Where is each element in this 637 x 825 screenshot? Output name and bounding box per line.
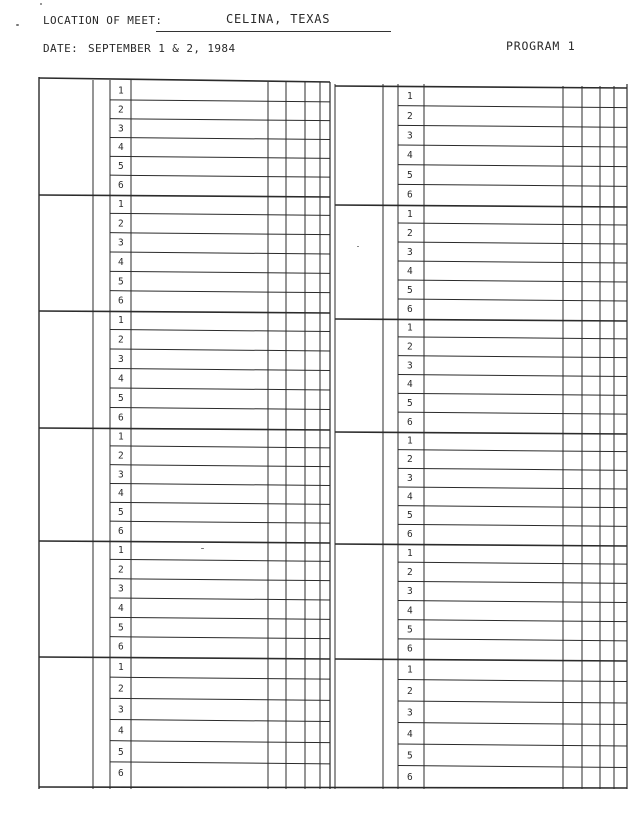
lane-row-line: [110, 598, 330, 600]
lane-row-line: [110, 156, 330, 158]
lane-number: 6: [407, 528, 413, 540]
lane-number: 4: [407, 265, 413, 277]
lane-row-line: [398, 106, 627, 108]
lane-row-line: [110, 119, 330, 121]
lane-number: 1: [118, 544, 124, 556]
scan-speck: [357, 246, 359, 247]
lane-row-line: [398, 184, 627, 186]
lane-row-line: [110, 369, 330, 371]
lane-number: 6: [407, 771, 413, 783]
lane-number: 5: [118, 276, 124, 288]
lane-number: 3: [118, 583, 124, 595]
lane-number: 3: [407, 472, 413, 484]
date-value: SEPTEMBER 1 & 2, 1984: [88, 42, 236, 55]
lane-row-line: [110, 233, 330, 235]
lane-number: 5: [407, 750, 413, 762]
lane-number: 4: [118, 488, 124, 500]
scan-speck: [16, 24, 19, 26]
lane-row-line: [110, 213, 330, 215]
lane-row-line: [110, 100, 330, 102]
lane-row-line: [398, 744, 627, 746]
event-block-separator: [335, 205, 627, 207]
lane-number: 5: [118, 622, 124, 634]
lane-number: 3: [118, 354, 124, 366]
lane-row-line: [398, 524, 627, 526]
scan-speck: [40, 3, 42, 5]
lane-number: 2: [118, 564, 124, 576]
lane-row-line: [398, 601, 627, 603]
lane-number: 2: [118, 218, 124, 230]
lane-number: 3: [118, 237, 124, 249]
lane-row-line: [398, 412, 627, 414]
lane-row-line: [110, 252, 330, 254]
lane-number: 1: [118, 198, 124, 210]
lane-row-line: [110, 502, 330, 504]
lane-row-line: [110, 349, 330, 351]
lane-number: 4: [407, 150, 413, 162]
lane-row-line: [398, 723, 627, 725]
location-label: LOCATION OF MEET:: [43, 14, 163, 27]
lane-row-line: [110, 465, 330, 467]
event-block-separator: [335, 432, 627, 434]
lane-number: 2: [118, 104, 124, 116]
lane-number: 1: [118, 315, 124, 327]
lane-number: 3: [118, 704, 124, 716]
lane-number: 1: [118, 431, 124, 443]
lane-row-line: [398, 280, 627, 282]
lane-row-line: [398, 242, 627, 244]
lane-row-line: [110, 446, 330, 448]
lane-number: 6: [407, 416, 413, 428]
event-block-separator: [335, 544, 627, 546]
lane-number: 4: [407, 728, 413, 740]
lane-row-line: [398, 393, 627, 395]
lane-number: 3: [407, 707, 413, 719]
lane-number: 4: [407, 379, 413, 391]
lane-number: 6: [407, 643, 413, 655]
lane-row-line: [110, 741, 330, 743]
lane-number: 3: [118, 123, 124, 135]
lane-number: 1: [407, 664, 413, 676]
lane-row-line: [398, 701, 627, 703]
lane-number: 6: [118, 767, 124, 779]
lane-row-line: [110, 484, 330, 486]
lane-number: 6: [118, 641, 124, 653]
lane-number: 1: [407, 547, 413, 559]
lane-row-line: [398, 468, 627, 470]
lane-number: 2: [407, 567, 413, 579]
lane-number: 2: [407, 110, 413, 122]
lane-row-line: [398, 620, 627, 622]
lane-row-line: [398, 145, 627, 147]
lane-number: 1: [118, 662, 124, 674]
lane-number: 3: [407, 130, 413, 142]
lane-number: 5: [118, 746, 124, 758]
lane-number: 4: [407, 491, 413, 503]
lane-number: 5: [407, 510, 413, 522]
lane-row-line: [110, 291, 330, 293]
lane-number: 1: [407, 435, 413, 447]
frame-top-right: [335, 86, 627, 88]
lane-row-line: [110, 408, 330, 410]
lane-row-line: [110, 637, 330, 639]
lane-row-line: [398, 639, 627, 641]
lane-number: 1: [407, 322, 413, 334]
lane-row-line: [398, 581, 627, 583]
lane-row-line: [398, 125, 627, 127]
lane-number: 5: [407, 398, 413, 410]
lane-number: 4: [118, 373, 124, 385]
lane-number: 2: [407, 685, 413, 697]
lane-number: 4: [118, 142, 124, 154]
lane-row-line: [398, 261, 627, 263]
lane-row-line: [398, 356, 627, 358]
lane-number: 2: [407, 454, 413, 466]
lane-number: 2: [118, 683, 124, 695]
lane-number: 5: [118, 393, 124, 405]
lane-row-line: [110, 175, 330, 177]
lane-number: 5: [118, 507, 124, 519]
lane-number: 6: [407, 189, 413, 201]
lane-number: 5: [407, 169, 413, 181]
lane-row-line: [110, 579, 330, 581]
lane-number: 6: [118, 412, 124, 424]
lane-row-line: [110, 138, 330, 140]
lane-number: 4: [118, 602, 124, 614]
lane-row-line: [110, 720, 330, 722]
lane-row-line: [398, 450, 627, 452]
lane-row-line: [110, 559, 330, 561]
lane-number: 5: [118, 161, 124, 173]
lane-number: 4: [407, 605, 413, 617]
frame-top-left: [39, 78, 330, 82]
lane-number: 2: [407, 341, 413, 353]
lane-row-line: [398, 299, 627, 301]
lane-number: 2: [118, 334, 124, 346]
lane-row-line: [398, 223, 627, 225]
lane-number: 3: [118, 469, 124, 481]
lane-row-line: [110, 271, 330, 273]
event-block-separator: [335, 659, 627, 661]
lane-row-line: [110, 617, 330, 619]
location-value: CELINA, TEXAS: [226, 12, 331, 26]
lane-row-line: [110, 388, 330, 390]
lane-row-line: [398, 337, 627, 339]
lane-row-line: [398, 487, 627, 489]
lane-row-line: [398, 165, 627, 167]
lane-row-line: [398, 680, 627, 682]
lane-number: 6: [118, 525, 124, 537]
date-label: DATE:: [43, 42, 79, 55]
program-number: PROGRAM 1: [506, 39, 576, 53]
lane-number: 6: [118, 179, 124, 191]
lane-number: 4: [118, 725, 124, 737]
lane-row-line: [398, 506, 627, 508]
lane-row-line: [398, 562, 627, 564]
lane-number: 3: [407, 586, 413, 598]
lane-number: 2: [407, 227, 413, 239]
lane-row-line: [110, 330, 330, 332]
lane-number: 2: [118, 450, 124, 462]
lane-row-line: [110, 698, 330, 700]
lane-number: 6: [407, 303, 413, 315]
lane-row-line: [398, 766, 627, 768]
lane-number: 1: [118, 85, 124, 97]
lane-row-line: [110, 521, 330, 523]
lane-number: 5: [407, 624, 413, 636]
frame-bottom: [39, 787, 627, 788]
lane-number: 1: [407, 208, 413, 220]
lane-number: 6: [118, 295, 124, 307]
lane-number: 3: [407, 360, 413, 372]
lane-number: 3: [407, 246, 413, 258]
scan-speck: [201, 548, 204, 549]
lane-row-line: [398, 375, 627, 377]
lane-number: 5: [407, 284, 413, 296]
lane-number: 4: [118, 256, 124, 268]
lane-row-line: [110, 677, 330, 679]
lane-row-line: [110, 762, 330, 764]
event-block-separator: [335, 319, 627, 321]
lane-number: 1: [407, 91, 413, 103]
